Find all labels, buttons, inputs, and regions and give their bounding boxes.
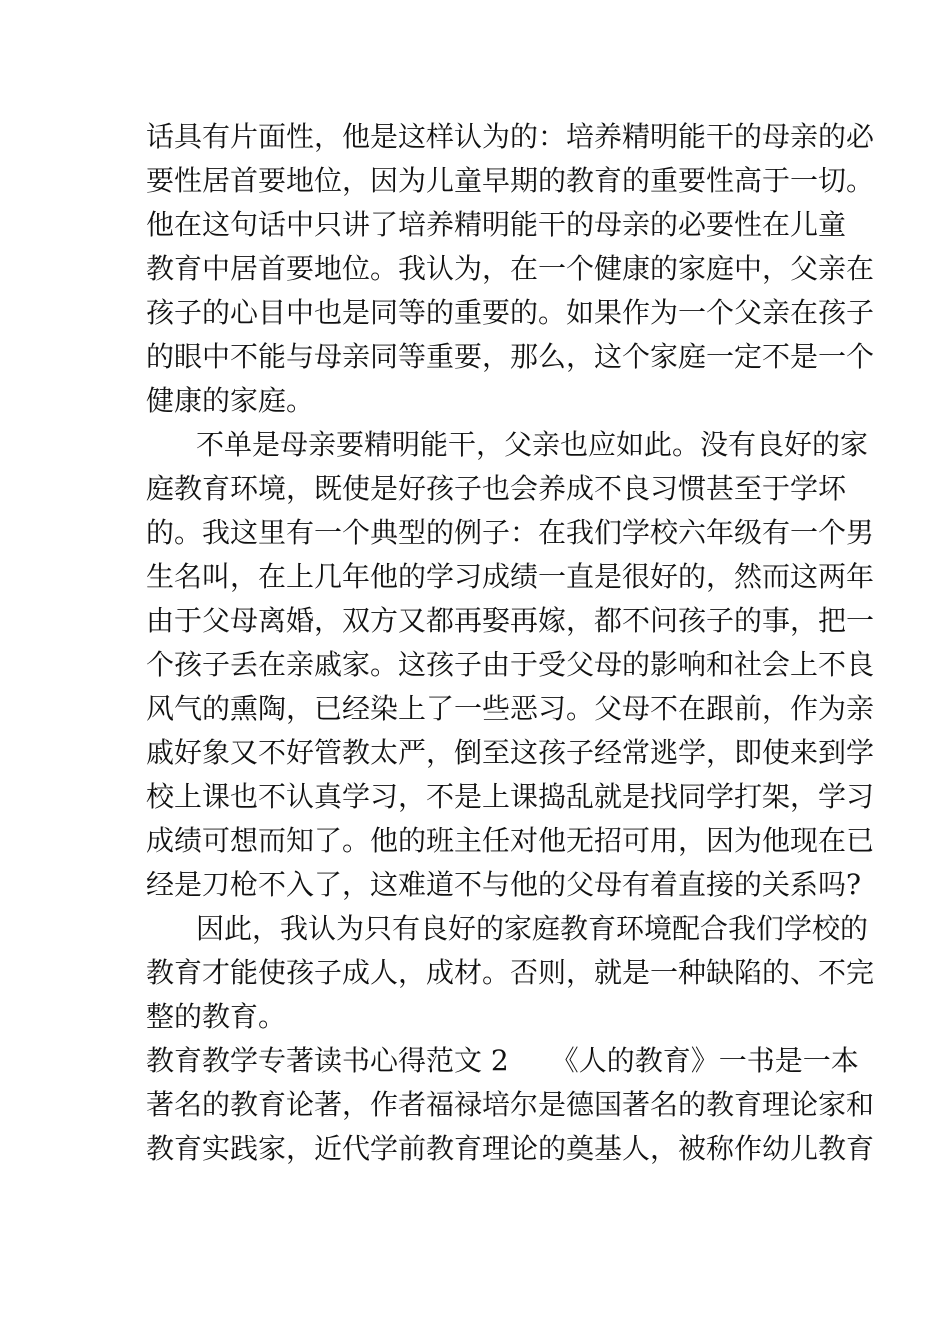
text-line: 教育中居首要地位。我认为，在一个健康的家庭中，父亲在 — [146, 252, 875, 285]
text-line: 要性居首要地位，因为儿童早期的教育的重要性高于一切。 — [146, 164, 875, 197]
paragraph-start-line: 不单是母亲要精明能干，父亲也应如此。没有良好的家 — [196, 428, 869, 461]
paragraph-start-line: 因此，我认为只有良好的家庭教育环境配合我们学校的 — [196, 912, 869, 945]
section-heading-line: 教育教学专著读书心得范文 2 《人的教育》一书是一本 — [146, 1044, 859, 1077]
text-line: 话具有片面性，他是这样认为的：培养精明能干的母亲的必 — [146, 120, 875, 153]
text-line: 由于父母离婚，双方又都再娶再嫁，都不问孩子的事，把一 — [146, 604, 875, 637]
text-line: 健康的家庭。 — [146, 384, 315, 417]
text-line: 校上课也不认真学习，不是上课捣乱就是找同学打架，学习 — [146, 780, 875, 813]
text-line: 个孩子丢在亲戚家。这孩子由于受父母的影响和社会上不良 — [146, 648, 875, 681]
text-line: 整的教育。 — [146, 1000, 287, 1033]
text-line: 著名的教育论著，作者福禄培尔是德国著名的教育理论家和 — [146, 1088, 875, 1121]
text-line: 经是刀枪不入了，这难道不与他的父母有着直接的关系吗? — [146, 868, 862, 901]
text-line: 的。我这里有一个典型的例子：在我们学校六年级有一个男 — [146, 516, 875, 549]
text-line: 他在这句话中只讲了培养精明能干的母亲的必要性在儿童 — [146, 208, 847, 241]
text-line: 成绩可想而知了。他的班主任对他无招可用，因为他现在已 — [146, 824, 875, 857]
text-line: 教育才能使孩子成人，成材。否则，就是一种缺陷的、不完 — [146, 956, 875, 989]
text-line: 戚好象又不好管教太严，倒至这孩子经常逃学，即使来到学 — [146, 736, 875, 769]
text-line: 教育实践家，近代学前教育理论的奠基人，被称作幼儿教育 — [146, 1132, 875, 1165]
text-line: 风气的熏陶，已经染上了一些恶习。父母不在跟前，作为亲 — [146, 692, 875, 725]
text-line: 庭教育环境，既使是好孩子也会养成不良习惯甚至于学坏 — [146, 472, 847, 505]
text-line: 孩子的心目中也是同等的重要的。如果作为一个父亲在孩子 — [146, 296, 875, 329]
text-line: 生名叫，在上几年他的学习成绩一直是很好的，然而这两年 — [146, 560, 875, 593]
text-line: 的眼中不能与母亲同等重要，那么，这个家庭一定不是一个 — [146, 340, 875, 373]
